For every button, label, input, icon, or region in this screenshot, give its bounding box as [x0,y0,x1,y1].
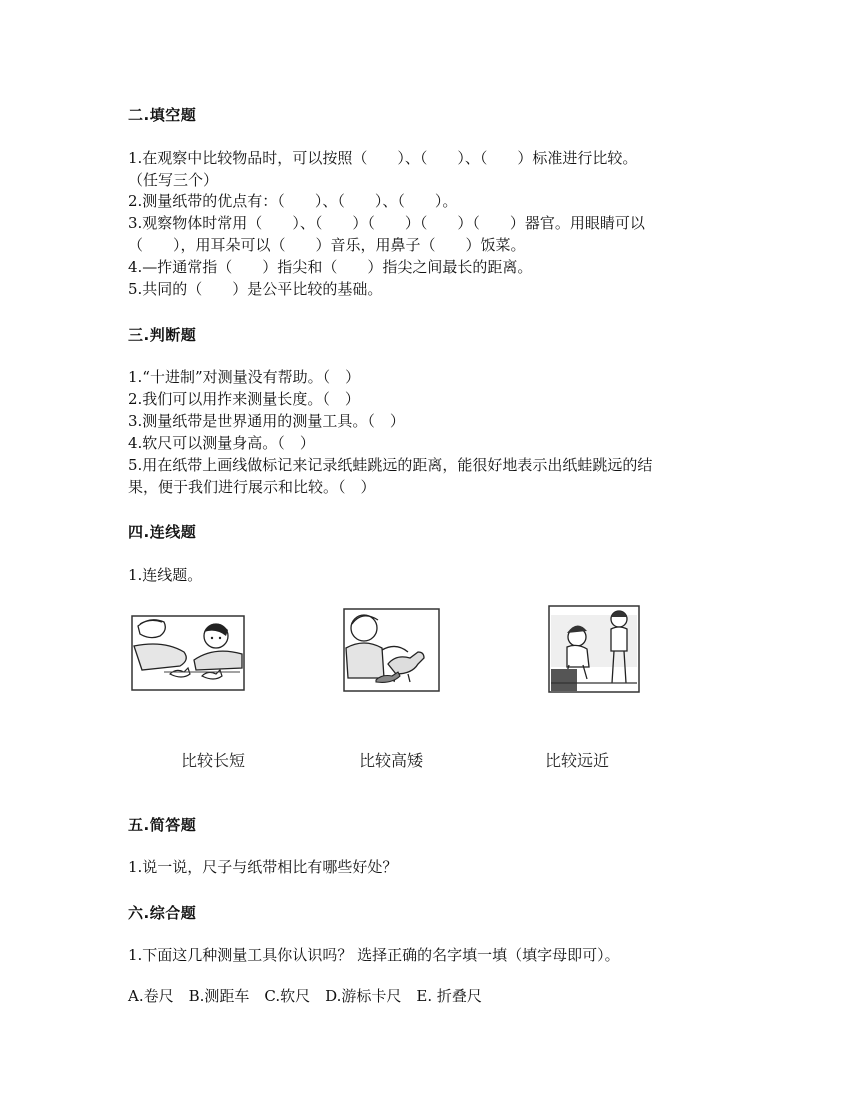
question-line: 1.说一说，尺子与纸带相比有哪些好处？ [128,858,398,876]
question-line: 5.用在纸带上画线做标记来记录纸蛙跳远的距离，能很好地表示出纸蛙跳远的结 [128,456,653,474]
question-line: 2.测量纸带的优点有：（ ）、（ ）、（ ）。 [128,192,458,210]
question-line: 果，便于我们进行展示和比较。（ ） [128,478,376,496]
two-children-height-icon[interactable] [547,603,643,695]
child-with-animals-icon[interactable] [342,606,442,694]
children-comparing-frogs-icon[interactable] [130,612,248,694]
question-line: 3.测量纸带是世界通用的测量工具。（ ） [128,412,405,430]
question-line: 4.软尺可以测量身高。（ ） [128,434,315,452]
question-line: 1.下面这几种测量工具你认识吗？ 选择正确的名字填一填（填字母即可）。 [128,946,620,964]
section-title-short: 五.简答题 [128,816,197,834]
caption-compare-distance: 比较远近 [545,751,610,770]
question-line: （ ），用耳朵可以（ ）音乐，用鼻子（ ）饭菜。 [128,236,526,254]
section-title-match: 四.连线题 [128,523,197,541]
caption-compare-length: 比较长短 [181,751,246,770]
question-line: 1.连线题。 [128,566,203,584]
question-line: （任写三个） [128,171,219,189]
question-line: 2.我们可以用拃来测量长度。（ ） [128,390,360,408]
section-title-combo: 六.综合题 [128,904,197,922]
question-line: A.卷尺 B.测距车 C.软尺 D.游标卡尺 E. 折叠尺 [128,987,482,1005]
section-title-judge: 三.判断题 [128,326,197,344]
section-title-fill: 二.填空题 [128,106,197,124]
question-line: 4.—拃通常指（ ）指尖和（ ）指尖之间最长的距离。 [128,258,533,276]
question-line: 1.在观察中比较物品时，可以按照（ ）、（ ）、（ ）标准进行比较。 [128,149,638,167]
question-line: 3.观察物体时常用（ ）、（ ）（ ）（ ）（ ）器官。用眼睛可以 [128,214,645,232]
caption-compare-height: 比较高矮 [359,751,424,770]
question-line: 1.“十进制”对测量没有帮助。（ ） [128,368,361,386]
question-line: 5.共同的（ ）是公平比较的基础。 [128,280,383,298]
